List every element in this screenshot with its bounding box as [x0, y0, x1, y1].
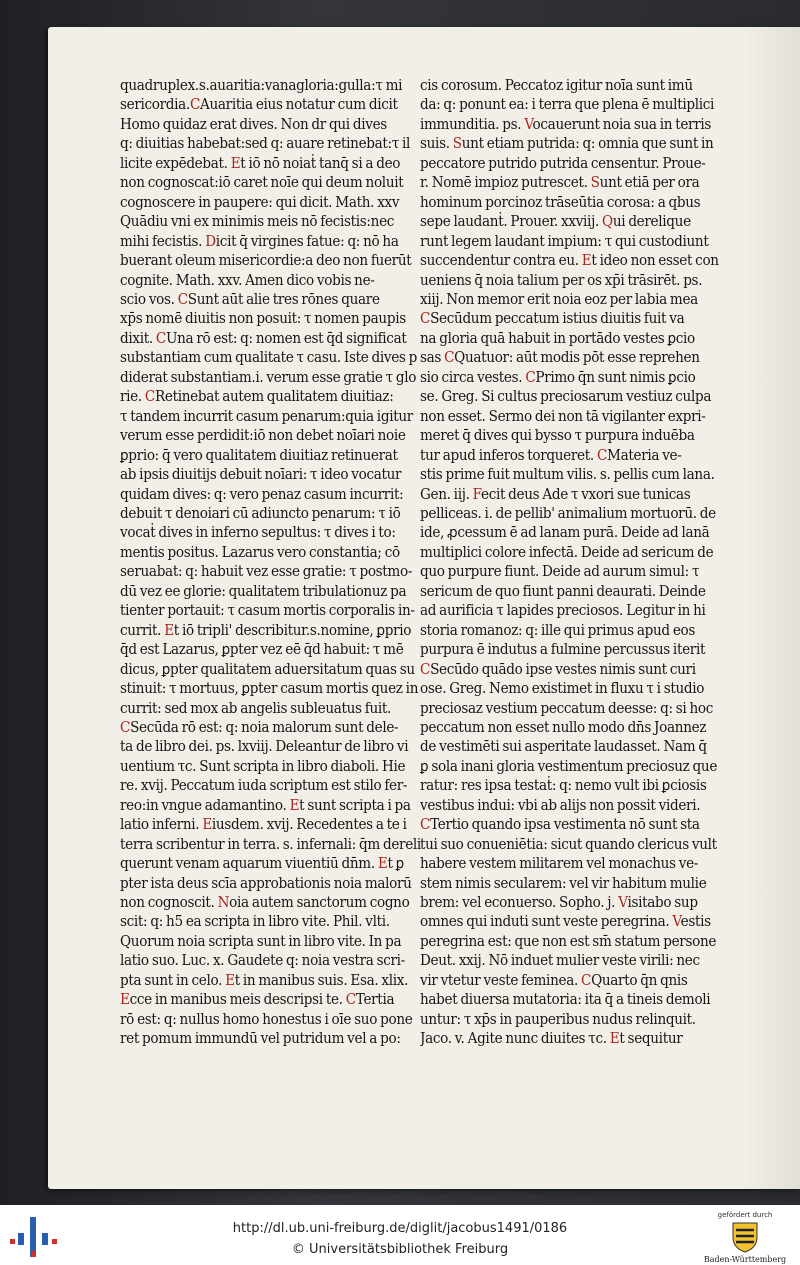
- text-segment: stinuit: τ mortuus, ꝑpter casum mortis quez in: [120, 680, 419, 698]
- text-line: [120, 582, 427, 601]
- text-segment: estis: [680, 913, 711, 931]
- text-segment: untur: τ xp̄s in pauperibus nudus relinquit.: [420, 1010, 696, 1028]
- text-segment: debuit τ denoiari cū adiuncto penarum: τ iō: [120, 504, 401, 522]
- text-line: [120, 854, 427, 873]
- text-segment: iusdem. xvij. Recedentes a te i: [211, 816, 407, 834]
- page-url-link[interactable]: http://dl.ub.uni-freiburg.de/diglit/jacobus1491/0186: [232, 1221, 568, 1236]
- text-line: [120, 562, 427, 581]
- text-line: [120, 912, 427, 931]
- text-line: [420, 776, 722, 795]
- rubric-mark: C: [420, 310, 431, 328]
- text-segment: cce in manibus meis descripsi te.: [129, 991, 346, 1009]
- text-line: [420, 874, 722, 893]
- text-segment: licite expēdebat.: [120, 154, 231, 172]
- rubric-mark: V: [618, 894, 628, 912]
- text-line: [420, 679, 722, 698]
- text-line: [420, 854, 722, 873]
- text-line: [420, 271, 722, 290]
- rubric-mark: C: [525, 368, 536, 386]
- rubric-mark: E: [609, 1030, 620, 1048]
- text-line: [420, 1029, 722, 1048]
- text-segment: Quādiu vni ex minimis meis nō fecistis:nec: [120, 213, 395, 231]
- text-segment: xp̄s nomē diuitis non posuit: τ nomen paupis: [120, 310, 406, 328]
- text-line: [420, 621, 722, 640]
- text-segment: Auaritia eius notatur cum dicit: [200, 96, 398, 114]
- rubric-mark: C: [120, 718, 131, 736]
- text-segment: rie.: [120, 388, 145, 406]
- text-line: [420, 815, 722, 834]
- text-line: [420, 699, 722, 718]
- rubric-mark: E: [225, 971, 235, 989]
- text-line: [420, 523, 722, 542]
- text-segment: suis.: [420, 135, 453, 153]
- text-segment: quo purpure fiunt. Deide ad aurum simul: τ: [420, 563, 700, 581]
- text-segment: mentis positus. Lazarus vero constantia; cō: [120, 543, 400, 561]
- text-segment: q: diuitias habebat:sed q: auare retinebat:τ il: [120, 135, 411, 153]
- text-segment: ocauerunt noia sua in terris: [532, 115, 712, 133]
- text-line: [120, 232, 427, 251]
- text-segment: tui suo conueniētia: sicut quando clericus vult: [420, 835, 717, 853]
- text-column-left: [120, 76, 427, 1049]
- page-gutter-shadow: [740, 27, 800, 1189]
- text-segment: latio suo. Luc. x. Gaudete q: noia vestra scri-: [120, 952, 405, 970]
- text-segment: ret pomum immundū vel putridum vel a po:: [120, 1030, 401, 1048]
- text-segment: Secūda rō est: q: noia malorum sunt dele-: [130, 718, 399, 736]
- text-line: [420, 601, 722, 620]
- rubric-mark: C: [596, 446, 608, 464]
- text-segment: brem: vel econuerso. Sopho. j.: [420, 894, 619, 912]
- text-segment: Tertia: [355, 991, 395, 1009]
- rubric-mark: D: [205, 232, 216, 250]
- text-line: [120, 485, 427, 504]
- text-line: [120, 523, 427, 542]
- text-segment: tur apud inferos torqueret.: [420, 446, 597, 464]
- rubric-mark: F: [472, 485, 482, 503]
- rubric-mark: V: [524, 115, 533, 133]
- text-segment: Secūdum peccatum istius diuitis fuit va: [430, 310, 685, 328]
- text-segment: preciosaz vestium peccatum deesse: q: si hoc: [420, 699, 714, 717]
- text-line: [420, 971, 722, 990]
- text-segment: dicus, ꝑpter qualitatem aduersitatum quas su: [120, 660, 415, 678]
- text-segment: icit q̄ virgines fatue: q: nō ha: [215, 232, 399, 250]
- text-segment: meret q̄ dives qui bysso τ purpura induēba: [420, 427, 695, 445]
- text-line: [420, 990, 722, 1009]
- text-line: [120, 446, 427, 465]
- text-line: [420, 368, 722, 387]
- text-segment: da: q: ponunt ea: i terra que plena ē multiplici: [420, 96, 715, 114]
- rubric-mark: E: [120, 991, 130, 1009]
- text-line: [420, 407, 722, 426]
- text-column-right: [420, 76, 722, 1049]
- text-segment: buerant oleum misericordie:a deo non fuerūt: [120, 252, 412, 270]
- text-line: [420, 737, 722, 756]
- text-line: [120, 951, 427, 970]
- text-segment: peccatum non esset nullo modo dn̄s Joannez: [420, 718, 707, 736]
- text-segment: reo:in vngue adamantino.: [120, 796, 290, 814]
- text-segment: non esset. Sermo dei non tā vigilanter expri-: [420, 407, 706, 425]
- text-segment: Tertio quando ipsa vestimenta nō sunt sta: [430, 816, 700, 834]
- coat-of-arms-icon: [730, 1221, 760, 1253]
- text-line: [420, 329, 722, 348]
- text-segment: quidam dives: q: vero penaz casum incurrit:: [120, 485, 404, 503]
- text-segment: t iō tripli' describitur.s.nomine, ꝑprio: [173, 621, 412, 639]
- text-segment: Deut. xxij. Nō induet mulier veste virili: nec: [420, 952, 700, 970]
- text-segment: habet diuersa mutatoria: ita q̄ a tineis demoli: [420, 991, 711, 1009]
- text-line: [420, 718, 722, 737]
- text-segment: cognoscere in paupere: qui dicit. Math. xxv: [120, 193, 400, 211]
- text-segment: scit: q: h5 ea scripta in libro vite. Phil. vlti.: [120, 913, 390, 931]
- text-segment: Jaco. v. Agite nunc diuites τc.: [420, 1030, 610, 1048]
- text-line: [420, 212, 722, 231]
- text-segment: Gen. iij.: [420, 485, 473, 503]
- text-segment: pter ista deus scīa approbationis noia malorū: [120, 874, 412, 892]
- text-segment: unt etiam putrida: q: omnia que sunt in: [461, 135, 714, 153]
- text-segment: ecit deus Ade τ vxori sue tunicas: [481, 485, 691, 503]
- text-segment: sio circa vestes.: [420, 368, 526, 386]
- rubric-mark: E: [581, 252, 592, 270]
- text-line: [420, 348, 722, 367]
- text-segment: t in manibus suis. Esa. xlix.: [234, 971, 409, 989]
- text-line: [120, 251, 427, 270]
- text-line: [420, 582, 722, 601]
- text-segment: re. xvij. Peccatum iuda scriptum est stilo fer-: [120, 777, 408, 795]
- text-line: [420, 835, 722, 854]
- text-segment: sas: [420, 349, 445, 367]
- text-line: [420, 76, 722, 95]
- text-line: [420, 387, 722, 406]
- text-line: [120, 154, 427, 173]
- text-segment: rō est: q: nullus homo honestus i oīe suo pone: [120, 1010, 413, 1028]
- rubric-mark: E: [202, 816, 212, 834]
- text-segment: peregrina est: que non est sm̄ statum persone: [420, 932, 717, 950]
- text-segment: cognite. Math. xxv. Amen dico vobis ne-: [120, 271, 375, 289]
- viewer-footer: [0, 1205, 800, 1265]
- text-line: [420, 465, 722, 484]
- text-segment: verum esse perdidit:iō non debet noīari noie: [120, 427, 406, 445]
- text-line: [420, 232, 722, 251]
- sponsor-name: Baden-Württemberg: [703, 1255, 787, 1264]
- rubric-mark: S: [452, 135, 462, 153]
- text-segment: seruabat: q: habuit vez esse gratie: τ postmo-: [120, 563, 413, 581]
- rubric-mark: C: [189, 96, 201, 114]
- text-line: [420, 562, 722, 581]
- text-segment: querunt venam aquarum viuentiū dn̄m.: [120, 855, 378, 873]
- text-line: [120, 776, 427, 795]
- text-line: [120, 173, 427, 192]
- text-segment: Homo quidaz erat dives. Non dr qui dives: [120, 115, 387, 133]
- text-line: [120, 76, 427, 95]
- text-line: [120, 407, 427, 426]
- text-segment: τ tandem incurrit casum penarum:quia igitur: [120, 407, 413, 425]
- text-segment: succendentur contra eu.: [420, 252, 582, 270]
- text-line: [420, 290, 722, 309]
- text-segment: Una rō est: q: nomen est q̄d significat: [165, 329, 407, 347]
- rubric-mark: C: [144, 388, 156, 406]
- text-segment: stem nimis secularem: vel vir habitum mulie: [420, 874, 707, 892]
- text-line: [420, 1010, 722, 1029]
- rubric-mark: S: [590, 174, 600, 192]
- text-line: [120, 679, 427, 698]
- text-segment: peccatore putrido putrida censentur. Proue-: [420, 154, 706, 172]
- rubric-mark: C: [420, 816, 431, 834]
- text-segment: non cognoscit.: [120, 894, 218, 912]
- text-line: [420, 893, 722, 912]
- text-line: [120, 796, 427, 815]
- text-line: [420, 154, 722, 173]
- text-segment: de vestimēti sui asperitate laudasset. Nam q̄: [420, 738, 707, 756]
- text-line: [420, 485, 722, 504]
- text-line: [120, 290, 427, 309]
- text-segment: quadruplex.s.auaritia:vanagloria:gulla:: [120, 77, 376, 94]
- text-segment: mihi fecistis.: [120, 232, 206, 250]
- text-segment: stis prime fuit multum vilis. s. pellis cum lana.: [420, 466, 715, 484]
- text-line: [120, 348, 427, 367]
- text-segment: ta de libro dei. ps. lxviij. Deleantur de libro vi: [120, 738, 409, 756]
- text-line: [120, 640, 427, 659]
- text-segment: Materia ve-: [607, 446, 682, 464]
- text-segment: t ꝑ: [387, 855, 404, 873]
- rubric-mark: Q: [602, 213, 613, 231]
- text-segment: vestibus indui: vbi ab alijs non possit videri.: [420, 796, 701, 814]
- text-line: [120, 874, 427, 893]
- text-segment: omnes qui induti sunt veste peregrina.: [420, 913, 673, 931]
- text-line: [120, 212, 427, 231]
- rubric-mark: C: [581, 971, 592, 989]
- text-line: [420, 660, 722, 679]
- text-segment: r. Nomē impioz putrescet.: [420, 174, 591, 192]
- rubric-mark: E: [230, 154, 241, 172]
- text-line: [120, 1010, 427, 1029]
- text-line: [120, 757, 427, 776]
- text-line: [420, 757, 722, 776]
- text-segment: isitabo sup: [627, 894, 698, 912]
- text-segment: currit: sed mox ab angelis subleuatus fuit.: [120, 699, 391, 717]
- rubric-mark: N: [217, 894, 230, 912]
- text-segment: non cognoscat:iō caret noīe qui deum noluit: [120, 174, 404, 192]
- text-line: [420, 912, 722, 931]
- copyright-text: © Universitätsbibliothek Freiburg: [291, 1242, 509, 1257]
- text-segment: substantiam cum qualitate τ casu. Iste dives p: [120, 349, 417, 367]
- text-segment: sericordia.: [120, 96, 190, 114]
- text-segment: ꝑprio: q̄ vero qualitatem diuitiaz retinuerat: [120, 446, 398, 464]
- text-segment: Primo q̄n sunt nimis ꝑcio: [535, 368, 696, 386]
- text-segment: ab ipsis diuitijs debuit noīari: τ ideo vocatur: [120, 466, 402, 484]
- text-line: [420, 640, 722, 659]
- text-line: [120, 193, 427, 212]
- text-segment: cis corosum. Peccatoz igitur noīa sunt imū: [420, 77, 693, 94]
- text-line: [420, 932, 722, 951]
- text-line: [120, 1029, 427, 1048]
- text-segment: ide, ꝓcessum ē ad lanam purā. Deide ad lanā: [420, 524, 710, 542]
- text-line: [120, 504, 427, 523]
- text-segment: ui derelique: [612, 213, 691, 231]
- text-line: [420, 173, 722, 192]
- text-segment: multiplici colore infectā. Deide ad sericum de: [420, 543, 714, 561]
- text-segment: ad aurificia τ lapides preciosos. Legitur in hi: [420, 602, 706, 620]
- text-segment: vir vtetur veste feminea.: [420, 971, 582, 989]
- text-segment: ꝑ sola inani gloria vestimentum preciosuz que: [420, 757, 718, 775]
- text-line: [120, 699, 427, 718]
- text-segment: q̄d est Lazarus, ꝑpter vez eē q̄d habuit: τ mē: [120, 641, 404, 659]
- text-segment: unt etiā per ora: [599, 174, 700, 192]
- text-line: [120, 368, 427, 387]
- text-segment: se. Greg. Si cultus preciosarum vestiuz culpa: [420, 388, 712, 406]
- text-segment: runt legem laudant impium: τ qui custodiunt: [420, 232, 709, 250]
- text-line: [420, 504, 722, 523]
- rubric-mark: C: [177, 290, 188, 308]
- text-segment: terra scribentur in terra. s. infernali: q̄m dereli: [120, 835, 421, 853]
- text-line: [120, 621, 427, 640]
- text-segment: t sequitur: [619, 1030, 683, 1048]
- text-line: [420, 796, 722, 815]
- text-segment: sepe laudanṫ. Prouer. xxviij.: [420, 213, 603, 231]
- text-segment: dixit.: [120, 329, 156, 347]
- text-segment: mi: [382, 77, 403, 94]
- text-line: [120, 660, 427, 679]
- text-line: [420, 115, 722, 134]
- text-segment: ratur: res ipsa testaṫ: q: nemo vult ibi ꝑciosis: [420, 777, 707, 795]
- rubric-mark: E: [377, 855, 388, 873]
- text-line: [120, 387, 427, 406]
- rubric-mark: V: [672, 913, 681, 931]
- text-line: [120, 115, 427, 134]
- text-line: [120, 134, 427, 153]
- text-segment: sericum de quo fiunt panni deaurati. Deinde: [420, 582, 706, 600]
- text-line: [120, 737, 427, 756]
- text-line: [120, 271, 427, 290]
- rubric-mark: E: [164, 621, 174, 639]
- text-line: [120, 465, 427, 484]
- text-segment: pta sunt in celo.: [120, 971, 226, 989]
- text-segment: immunditia. ps.: [420, 115, 525, 133]
- text-segment: uentium τc. Sunt scripta in libro diaboli. Hie: [120, 757, 406, 775]
- text-segment: dū vez ee glorie: qualitatem tribulationuz pa: [120, 582, 407, 600]
- text-line: [120, 95, 427, 114]
- text-line: [120, 893, 427, 912]
- text-segment: Sunt aūt alie tres rōnes quare: [187, 290, 380, 308]
- text-segment: diderat substantiam.i. verum esse gratie τ glo: [120, 368, 417, 386]
- text-segment: currit.: [120, 621, 165, 639]
- sponsor-logo: [700, 1211, 790, 1265]
- text-line: [420, 309, 722, 328]
- rubric-mark: C: [420, 660, 431, 678]
- text-line: [420, 426, 722, 445]
- text-line: [120, 835, 427, 854]
- rubric-mark: C: [444, 349, 455, 367]
- text-segment: t iō nō noiaṫ tanq̄ si a deo: [240, 154, 401, 172]
- text-segment: Quarto q̄n qnis: [591, 971, 688, 989]
- text-segment: habere vestem militarem vel monachus ve-: [420, 855, 699, 873]
- text-line: [120, 601, 427, 620]
- text-segment: Quorum noia scripta sunt in libro vite. In pa: [120, 932, 402, 950]
- text-segment: vocaṫ dives in inferno sepultus: τ dives i to:: [120, 524, 396, 542]
- text-line: [420, 251, 722, 270]
- text-segment: Retinebat autem qualitatem diuitiaz:: [155, 388, 394, 406]
- text-segment: ueniens q̄ noia talium per os xp̄i trāsirēt. ps.: [420, 271, 703, 289]
- text-segment: pelliceas. i. de pellib' animalium mortuorū. de: [420, 504, 716, 522]
- sponsor-label: gefördert durch: [717, 1211, 773, 1219]
- text-segment: xiij. Non memor erit noia eoz per labia mea: [420, 290, 698, 308]
- text-line: [120, 718, 427, 737]
- text-segment: Secūdo quādo ipse vestes nimis sunt curi: [430, 660, 696, 678]
- text-segment: Quatuor: aūt modis pōt esse reprehen: [454, 349, 700, 367]
- text-segment: na gloria quā habuit in portādo vestes ꝑcio: [420, 329, 695, 347]
- text-line: [420, 193, 722, 212]
- text-line: [120, 990, 427, 1009]
- text-line: [120, 543, 427, 562]
- text-line: [420, 134, 722, 153]
- text-line: [120, 932, 427, 951]
- text-segment: oia autem sanctorum cogno: [229, 894, 410, 912]
- text-segment: τ: [375, 77, 383, 94]
- text-line: [420, 446, 722, 465]
- text-segment: ose. Greg. Nemo existimet in fluxu τ i studio: [420, 680, 705, 698]
- text-segment: scio vos.: [120, 290, 178, 308]
- text-line: [120, 329, 427, 348]
- text-line: [420, 543, 722, 562]
- text-line: [120, 426, 427, 445]
- text-segment: t sunt scripta i pa: [299, 796, 411, 814]
- text-segment: t ideo non esset con: [591, 252, 719, 270]
- text-segment: hominum porcinoz trāseūtia corosa: a qbus: [420, 193, 701, 211]
- text-line: [420, 95, 722, 114]
- text-segment: purpura ē indutus a fulmine percussus iterit: [420, 641, 706, 659]
- text-segment: storia romanoz: q: ille qui primus apud eos: [420, 621, 696, 639]
- rubric-mark: C: [345, 991, 356, 1009]
- text-line: [120, 815, 427, 834]
- text-line: [420, 951, 722, 970]
- text-segment: latio inferni.: [120, 816, 203, 834]
- text-segment: tienter portauit: τ casum mortis corporalis in-: [120, 602, 415, 620]
- rubric-mark: E: [289, 796, 300, 814]
- text-line: [120, 971, 427, 990]
- text-line: [120, 309, 427, 328]
- rubric-mark: C: [155, 329, 166, 347]
